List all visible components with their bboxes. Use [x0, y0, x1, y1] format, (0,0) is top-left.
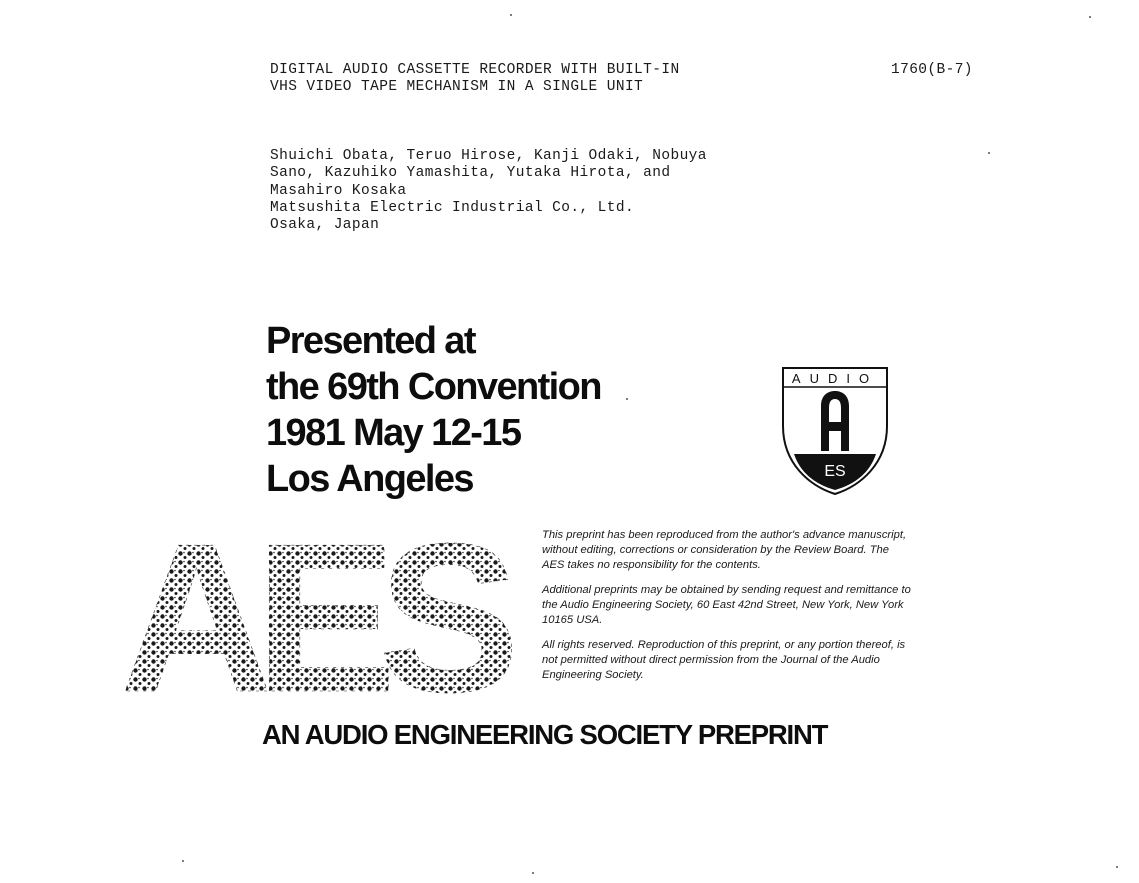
- convention-line: Los Angeles: [266, 458, 473, 500]
- scan-speck: [1116, 866, 1118, 868]
- scan-speck: [182, 860, 184, 862]
- author-line: Sano, Kazuhiko Yamashita, Yutaka Hirota, and: [270, 165, 671, 182]
- scan-speck: [532, 872, 534, 874]
- author-block: [270, 148, 790, 234]
- disclaimer-paragraph: All rights reserved. Reproduction of this preprint, or any portion thereof, is not permitted without direct permission from the Journal of the Audio Engineering Society.: [542, 639, 906, 681]
- scan-speck: [988, 152, 990, 154]
- disclaimer-text: [542, 528, 912, 693]
- aes-watermark: [115, 515, 530, 700]
- disclaimer-paragraph: This preprint has been reproduced from the author's advance manuscript, without editing, corrections or consideration by the Review Board. The AES takes no responsibility for the contents.: [542, 529, 907, 571]
- location-line: Osaka, Japan: [270, 217, 380, 234]
- paper-title-line: DIGITAL AUDIO CASSETTE RECORDER WITH BUILT-IN: [270, 62, 680, 78]
- convention-line: the 69th Convention: [266, 366, 601, 408]
- scan-speck: [1089, 16, 1091, 18]
- convention-line: 1981 May 12-15: [266, 412, 521, 454]
- convention-heading: [266, 318, 601, 502]
- affiliation-line: Matsushita Electric Industrial Co., Ltd.: [270, 199, 635, 216]
- scan-speck: [510, 14, 512, 16]
- scan-speck: [626, 398, 628, 400]
- convention-line: Presented at: [266, 320, 475, 362]
- author-line: Masahiro Kosaka: [270, 182, 407, 199]
- shield-es-text: ES: [824, 463, 846, 480]
- paper-title: [270, 62, 750, 96]
- disclaimer-paragraph: Additional preprints may be obtained by sending request and remittance to the Audio Engineering Society, 60 East 42nd Street, New York, New York 10165 USA.: [542, 584, 911, 626]
- society-preprint-title: AN AUDIO ENGINEERING SOCIETY PREPRINT: [262, 719, 828, 750]
- aes-watermark-text: AES: [120, 515, 502, 700]
- author-line: Shuichi Obata, Teruo Hirose, Kanji Odaki, Nobuya: [270, 148, 707, 164]
- paper-title-line: VHS VIDEO TAPE MECHANISM IN A SINGLE UNIT: [270, 79, 644, 95]
- preprint-number: 1760(B-7): [891, 62, 973, 78]
- shield-audio-text: AUDIO: [791, 371, 879, 386]
- aes-shield-logo: [780, 364, 890, 498]
